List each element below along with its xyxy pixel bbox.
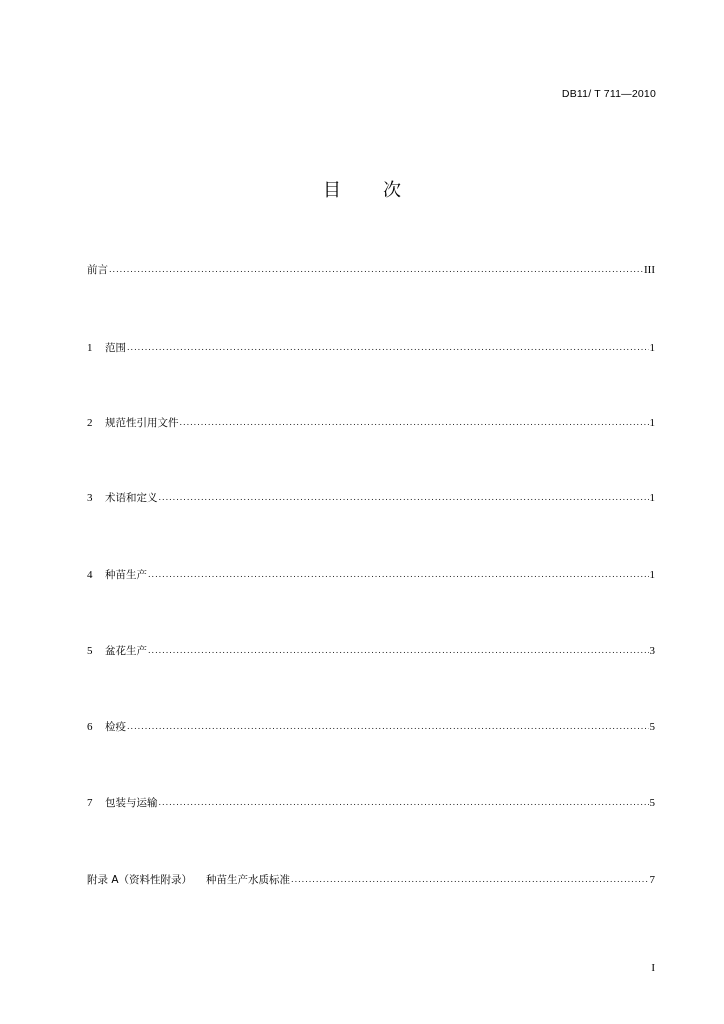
- toc-entry-number: 4: [87, 569, 93, 581]
- toc-entry-label: 包装与运输: [105, 797, 158, 809]
- toc-entry-number: 5: [87, 645, 93, 657]
- toc-entry-7[interactable]: [87, 796, 655, 811]
- toc-leader-dots: [291, 873, 648, 887]
- toc-entry-page: 3: [649, 645, 655, 657]
- toc-entry-page: III: [644, 264, 655, 276]
- toc-entry-page: 1: [649, 569, 655, 581]
- toc-entry-6[interactable]: [87, 720, 655, 735]
- toc-entry-2[interactable]: [87, 416, 655, 431]
- toc-entry-page: 5: [649, 797, 655, 809]
- document-code: DB11/ T 711—2010: [561, 88, 656, 100]
- toc-entry-label: 种苗生产水质标准: [206, 874, 291, 886]
- toc-entry-3[interactable]: [87, 491, 655, 506]
- toc-leader-dots: [127, 720, 649, 734]
- toc-entry-label: 规范性引用文件: [105, 417, 179, 429]
- toc-entry-1[interactable]: [87, 341, 655, 356]
- toc-entry-4[interactable]: [87, 568, 655, 583]
- toc-leader-dots: [159, 796, 649, 810]
- toc-entry-foreword[interactable]: [87, 263, 655, 278]
- toc-entry-appendix-a[interactable]: [87, 873, 655, 888]
- toc-entry-number: 3: [87, 492, 93, 504]
- toc-entry-5[interactable]: [87, 644, 655, 659]
- page-number: I: [651, 962, 655, 974]
- toc-entry-number: 6: [87, 721, 93, 733]
- toc-entry-number: 2: [87, 417, 93, 429]
- toc-leader-dots: [180, 416, 649, 430]
- toc-entry-page: 7: [649, 874, 655, 886]
- toc-entry-number: 1: [87, 342, 93, 354]
- toc-entry-page: 5: [649, 721, 655, 733]
- toc-entry-page: 1: [649, 417, 655, 429]
- toc-leader-dots: [109, 263, 643, 277]
- toc-entry-label: 检疫: [105, 721, 126, 733]
- toc-entry-label: 术语和定义: [105, 492, 158, 504]
- page-title: 目次: [323, 180, 443, 201]
- toc-entry-page: 1: [649, 492, 655, 504]
- toc-leader-dots: [148, 568, 649, 582]
- toc-entry-label: 种苗生产: [105, 569, 147, 581]
- toc-entry-label: 盆花生产: [105, 645, 147, 657]
- toc-leader-dots: [127, 341, 649, 355]
- toc-leader-dots: [148, 644, 649, 658]
- toc-entry-page: 1: [649, 342, 655, 354]
- toc-leader-dots: [159, 491, 649, 505]
- toc-entry-label: 前言: [87, 264, 108, 276]
- toc-appendix-prefix: 附录 A（资料性附录）: [87, 874, 193, 886]
- toc-entry-number: 7: [87, 797, 93, 809]
- toc-entry-label: 范围: [105, 342, 126, 354]
